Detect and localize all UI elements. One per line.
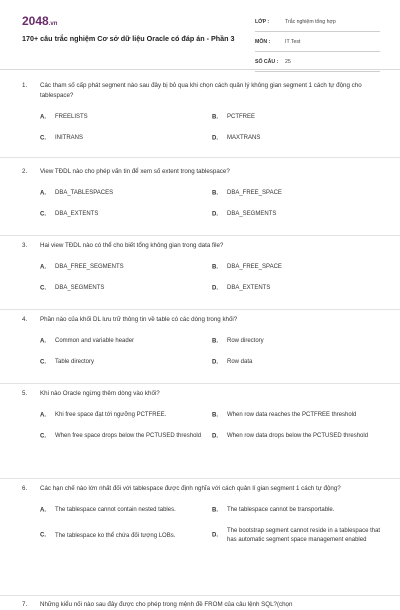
question-item: [0, 79, 400, 158]
option-text: DBA_SEGMENTS: [55, 285, 105, 291]
meta-row-subject: [255, 36, 380, 52]
option-text: DBA_EXTENTS: [55, 211, 99, 217]
option-text: DBA_EXTENTS: [227, 285, 271, 291]
header-divider: [0, 69, 400, 70]
options-grid: [0, 183, 400, 227]
options-grid: [0, 405, 400, 449]
answer-option[interactable]: [212, 183, 384, 204]
answer-option[interactable]: [40, 426, 212, 447]
option-text: DBA_FREE_SPACE: [227, 264, 282, 270]
options-grid: [0, 500, 400, 553]
answer-option[interactable]: [212, 352, 384, 373]
meta-label: MÔN :: [255, 39, 271, 45]
meta-row-class: [255, 16, 380, 32]
question-list: [0, 79, 400, 610]
option-text: The tablespace cannot contain nested tables.: [55, 507, 176, 513]
option-letter: B.: [212, 338, 218, 344]
option-letter: D.: [212, 135, 218, 141]
option-letter: B.: [212, 190, 218, 196]
option-letter: C.: [40, 211, 46, 217]
question-text: Các hạn chế nào lớn nhất đối với tablespace được định nghĩa với cách quản lí gian segment 1 cách tự động?: [40, 485, 341, 492]
question-item: [0, 239, 400, 310]
option-text: DBA_FREE_SEGMENTS: [55, 264, 124, 270]
answer-option[interactable]: [212, 521, 384, 551]
answer-option[interactable]: [40, 107, 212, 128]
option-text: FREELISTS: [55, 114, 88, 120]
question-number: 3.: [22, 242, 28, 249]
answer-option[interactable]: [40, 183, 212, 204]
answer-option[interactable]: [40, 128, 212, 149]
option-letter: D.: [212, 433, 218, 439]
question-item: [0, 482, 400, 596]
option-text: DBA_SEGMENTS: [227, 211, 277, 217]
options-grid: [0, 257, 400, 301]
question-text: Các tham số cấp phát segment nào sau đây bị bỏ qua khi chọn cách quản lý không gian segment 1 cách tự động cho tablespace?: [40, 82, 362, 99]
option-text: When row data reaches the PCTFREE threshold: [227, 412, 357, 418]
question-number: 2.: [22, 168, 28, 175]
option-text: INITRANS: [55, 135, 84, 141]
option-text: When row data drops below the PCTUSED threshold: [227, 433, 369, 439]
option-letter: B.: [212, 114, 218, 120]
answer-option[interactable]: [212, 107, 384, 128]
options-grid: [0, 107, 400, 151]
option-letter: B.: [212, 412, 218, 418]
option-text: DBA_TABLESPACES: [55, 190, 114, 196]
question-item: [0, 387, 400, 479]
question-item: [0, 165, 400, 236]
option-text: The tablespace ko thể chứa đối tượng LOBs.: [55, 532, 176, 539]
logo-main: 2048: [22, 14, 49, 28]
option-letter: C.: [40, 433, 46, 439]
answer-option[interactable]: [212, 331, 384, 352]
option-letter: C.: [40, 285, 46, 291]
question-text: Những kiểu nối nào sau đây được cho phép trong mệnh đề FROM của câu lệnh SQL?(chọn: [40, 601, 293, 608]
option-letter: D.: [212, 359, 218, 365]
meta-label: SỐ CÂU :: [255, 59, 279, 65]
option-text: Common and variable header: [55, 338, 135, 344]
answer-option[interactable]: [212, 128, 384, 149]
answer-option[interactable]: [40, 278, 212, 299]
option-text: Table directory: [55, 359, 95, 365]
question-text: Phần nào của khối DL lưu trữ thông tin về table có các dòng trong khối?: [40, 316, 238, 323]
option-letter: D.: [212, 211, 218, 217]
option-letter: A.: [40, 114, 46, 120]
options-grid: [0, 331, 400, 375]
option-text: Row data: [227, 359, 253, 365]
option-letter: D.: [212, 285, 218, 291]
option-letter: C.: [40, 532, 46, 539]
answer-option[interactable]: [40, 500, 212, 521]
option-letter: B.: [212, 264, 218, 270]
meta-value: 25: [285, 59, 291, 65]
meta-info: [255, 16, 380, 76]
meta-label: LỚP :: [255, 19, 270, 25]
question-text: Hai view TĐDL nào có thể cho biết tổng không gian trong data file?: [40, 242, 224, 249]
answer-option[interactable]: [212, 500, 384, 521]
option-letter: A.: [40, 338, 46, 344]
option-text: MAXTRANS: [227, 135, 261, 141]
option-letter: A.: [40, 507, 46, 513]
question-text: Khi nào Oracle ngừng thêm dòng vào khối?: [40, 390, 160, 397]
document-title: 170+ câu trắc nghiệm Cơ sở dữ liệu Oracle có đáp án - Phần 3: [22, 34, 235, 43]
option-letter: A.: [40, 190, 46, 196]
option-text: The bootstrap segment cannot reside in a tablespace that has automatic segment space management enabled: [227, 528, 381, 543]
question-number: 7.: [22, 601, 28, 608]
option-text: The tablespace cannot be transportable.: [227, 507, 335, 513]
option-letter: C.: [40, 135, 46, 141]
answer-option[interactable]: [212, 204, 384, 225]
answer-option[interactable]: [40, 204, 212, 225]
option-letter: B.: [212, 507, 218, 513]
question-number: 5.: [22, 390, 28, 397]
option-letter: D.: [212, 532, 218, 539]
answer-option[interactable]: [212, 426, 384, 447]
option-text: Khi free space đạt tới ngưỡng PCTFREE.: [55, 412, 167, 418]
answer-option[interactable]: [40, 405, 212, 426]
answer-option[interactable]: [40, 257, 212, 278]
question-number: 1.: [22, 82, 28, 89]
meta-value: IT Test: [285, 39, 301, 45]
option-letter: A.: [40, 264, 46, 270]
meta-value: Trắc nghiệm tổng hợp: [285, 19, 336, 25]
option-text: DBA_FREE_SPACE: [227, 190, 282, 196]
answer-option[interactable]: [212, 257, 384, 278]
question-item: [0, 313, 400, 384]
logo-sub: .vn: [48, 21, 58, 27]
option-letter: C.: [40, 359, 46, 365]
option-text: PCTFREE: [227, 114, 256, 120]
site-logo[interactable]: [22, 14, 57, 28]
question-text: View TĐDL nào cho phép vấn tin để xem số extent trong tablespace?: [40, 168, 230, 175]
question-number: 4.: [22, 316, 28, 323]
answer-option[interactable]: [40, 352, 212, 373]
option-text: When free space drops below the PCTUSED threshold: [55, 433, 202, 439]
option-letter: A.: [40, 412, 46, 418]
answer-option[interactable]: [40, 331, 212, 352]
answer-option[interactable]: [40, 521, 212, 551]
answer-option[interactable]: [212, 405, 384, 426]
answer-option[interactable]: [212, 278, 384, 299]
question-number: 6.: [22, 485, 28, 492]
option-text: Row directory: [227, 338, 264, 344]
